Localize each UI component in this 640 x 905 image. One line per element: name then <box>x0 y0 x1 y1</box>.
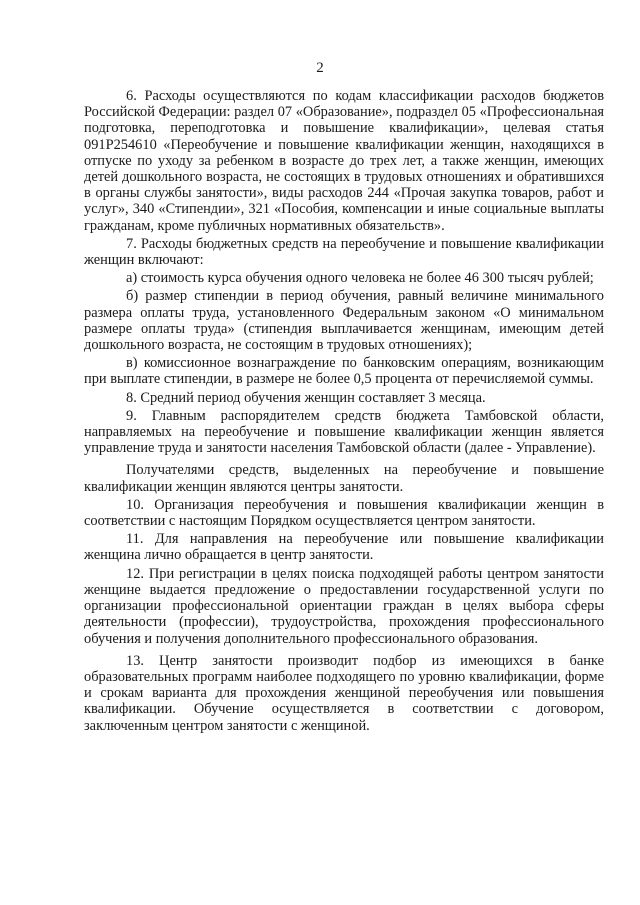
paragraph-7b: б) размер стипендии в период обучения, равный величине минимального размера оплаты труда, установленного Федеральным законом «О минимальном размере оплаты труда» (стипендия выплачивается женщинам, имеющим детей дошкольного возраста, не состоящим в трудовых отношениях); <box>84 288 604 354</box>
paragraph-13: 13. Центр занятости производит подбор из имеющихся в банке образовательных программ наиболее подходящего по уровню квалификации, форме и срокам варианта для прохождения женщиной переобучения или повышения квалификации. Обучение осуществляется в соответствии с договором, заключенным центром занятости с женщиной. <box>84 652 604 734</box>
paragraph-10: 10. Организация переобучения и повышения квалификации женщин в соответствии с настоящим Порядком осуществляется центром занятости. <box>84 496 604 530</box>
page-number: 2 <box>316 60 324 76</box>
paragraph-7c: в) комиссионное вознаграждение по банковским операциям, возникающим при выплате стипендии, в размере не более 0,5 процента от перечисляемой суммы. <box>84 355 604 388</box>
paragraph-12: 12. При регистрации в целях поиска подходящей работы центром занятости женщине выдается предложение о предоставлении государственной услуги по организации профессиональной ориентации граждан в целях выбора сферы деятельности (профессии), трудоустройства, прохождения профессионального обучения и получения дополнительного профессионального образования. <box>84 565 604 647</box>
paragraph-recipients: Получателями средств, выделенных на переобучение и повышение квалификации женщин являются центры занятости. <box>84 462 604 495</box>
paragraph-8: 8. Средний период обучения женщин составляет 3 месяца. <box>126 389 486 406</box>
paragraph-7: 7. Расходы бюджетных средств на переобучение и повышение квалификации женщин включают: <box>84 235 604 269</box>
document-body <box>84 88 604 736</box>
paragraph-6: 6. Расходы осуществляются по кодам классификации расходов бюджетов Российской Федерации: раздел 07 «Образование», подраздел 05 «Профессиональная подготовка, переподготовка и повышение квалификации», целевая статья 091Р254610 «Переобучение и повышение квалификации женщин, находящихся в отпуске по уходу за ребенком в возрасте до трех лет, а также женщин, имеющих детей дошкольного возраста, не состоящих в трудовых отношениях и обратившихся в органы службы занятости», виды расходов 244 «Прочая закупка товаров, работ и услуг», 340 «Стипендии», 321 «Пособия, компенсации и иные социальные выплаты гражданам, кроме публичных нормативных обязательств». <box>84 88 604 234</box>
paragraph-11: 11. Для направления на переобучение или повышение квалификации женщина лично обращается в центр занятости. <box>84 531 604 564</box>
paragraph-9: 9. Главным распорядителем средств бюджета Тамбовской области, направляемых на переобучение и повышение квалификации женщин является управление труда и занятости населения Тамбовской области (далее - Управление). <box>84 407 604 457</box>
paragraph-7a: а) стоимость курса обучения одного человека не более 46 300 тысяч рублей; <box>126 270 594 287</box>
